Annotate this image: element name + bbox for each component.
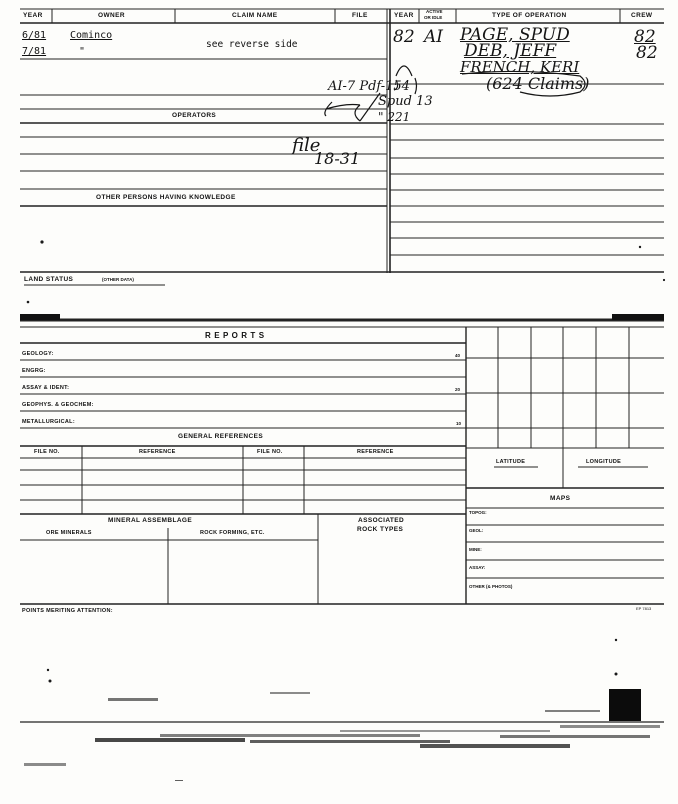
section-points-meriting: POINTS MERITING ATTENTION: — [22, 608, 113, 614]
section-land-status: LAND STATUS — [24, 276, 74, 283]
section-rock-types: ROCK TYPES — [357, 526, 404, 533]
header-or-idle: OR IDLE — [424, 15, 443, 20]
report-label: ENGRG: — [22, 368, 46, 374]
owner-row-owner: " — [79, 46, 86, 57]
header-file: FILE — [352, 12, 368, 19]
maps-title: MAPS — [550, 495, 571, 502]
header-active: ACTIVE — [426, 9, 443, 14]
report-label: GEOLOGY: — [22, 351, 54, 357]
mineral-header-rock: ROCK FORMING, ETC. — [200, 530, 265, 536]
section-associated: ASSOCIATED — [358, 517, 405, 524]
report-label: GEOPHYS. & GEOCHEM: — [22, 402, 94, 408]
hand-operation-3: FRENCH, KERI — [460, 58, 580, 76]
section-land-status-sub: (OTHER DATA) — [102, 277, 134, 282]
header-owner: OWNER — [98, 12, 125, 19]
ref-header-reference: REFERENCE — [139, 449, 176, 455]
hand-note-3: " 221 — [378, 110, 411, 124]
header-type-of-operation: TYPE OF OPERATION — [492, 12, 567, 19]
hand-operation-1: PAGE, SPUD — [460, 25, 570, 45]
hand-active-ai: AI — [424, 27, 443, 47]
section-other-persons: OTHER PERSONS HAVING KNOWLEDGE — [96, 194, 236, 201]
maps-row: GEOL: — [469, 528, 484, 533]
header-crew: CREW — [631, 12, 653, 19]
hand-crew-2: 82 — [636, 43, 658, 63]
owner-row-year: 7/81 — [22, 46, 47, 57]
coord-longitude: LONGITUDE — [586, 459, 622, 465]
hand-year-82: 82 — [393, 27, 415, 47]
maps-row: ASSAY: — [469, 565, 486, 570]
report-num: 20 — [455, 387, 461, 392]
report-label: ASSAY & IDENT: — [22, 385, 70, 391]
hand-file-1: file — [292, 135, 321, 156]
hand-crew-1: 82 — [634, 27, 656, 47]
maps-row: MINE: — [469, 547, 482, 552]
ref-header-reference: REFERENCE — [357, 449, 394, 455]
black-block — [609, 689, 641, 721]
maps-row: OTHER (& PHOTOS) — [469, 584, 513, 589]
section-reports: R E P O R T S — [205, 331, 265, 340]
mineral-header-ore: ORE MINERALS — [46, 530, 92, 536]
header-claim-name: CLAIM NAME — [232, 12, 278, 19]
hand-file-2: 18-31 — [314, 149, 361, 168]
coord-latitude: LATITUDE — [496, 459, 526, 465]
maps-row: TOPOG: — [469, 510, 487, 515]
hand-note-2: Spud 13 — [378, 94, 433, 109]
owner-row-year: 6/81 — [22, 30, 47, 41]
owner-row-owner: Cominco — [70, 30, 113, 41]
section-operators: OPERATORS — [172, 112, 217, 119]
header-year: YEAR — [23, 12, 43, 19]
ref-header-file-no: FILE NO. — [257, 449, 283, 455]
hand-operation-2: DEB, JEFF — [464, 41, 557, 61]
report-num: 40 — [455, 353, 461, 358]
hand-operation-4: (624 Claims) — [486, 74, 590, 93]
form-number: EP 7813 — [636, 606, 652, 611]
header-year-2: YEAR — [394, 12, 414, 19]
report-num: 10 — [456, 421, 462, 426]
section-mineral-assemblage: MINERAL ASSEMBLAGE — [108, 517, 193, 524]
claim-note: see reverse side — [206, 39, 298, 50]
report-label: METALLURGICAL: — [22, 419, 75, 425]
ref-header-file-no: FILE NO. — [34, 449, 60, 455]
hand-note-1: AI-7 Pdf-154 — [328, 79, 410, 94]
section-general-references: GENERAL REFERENCES — [178, 433, 264, 440]
